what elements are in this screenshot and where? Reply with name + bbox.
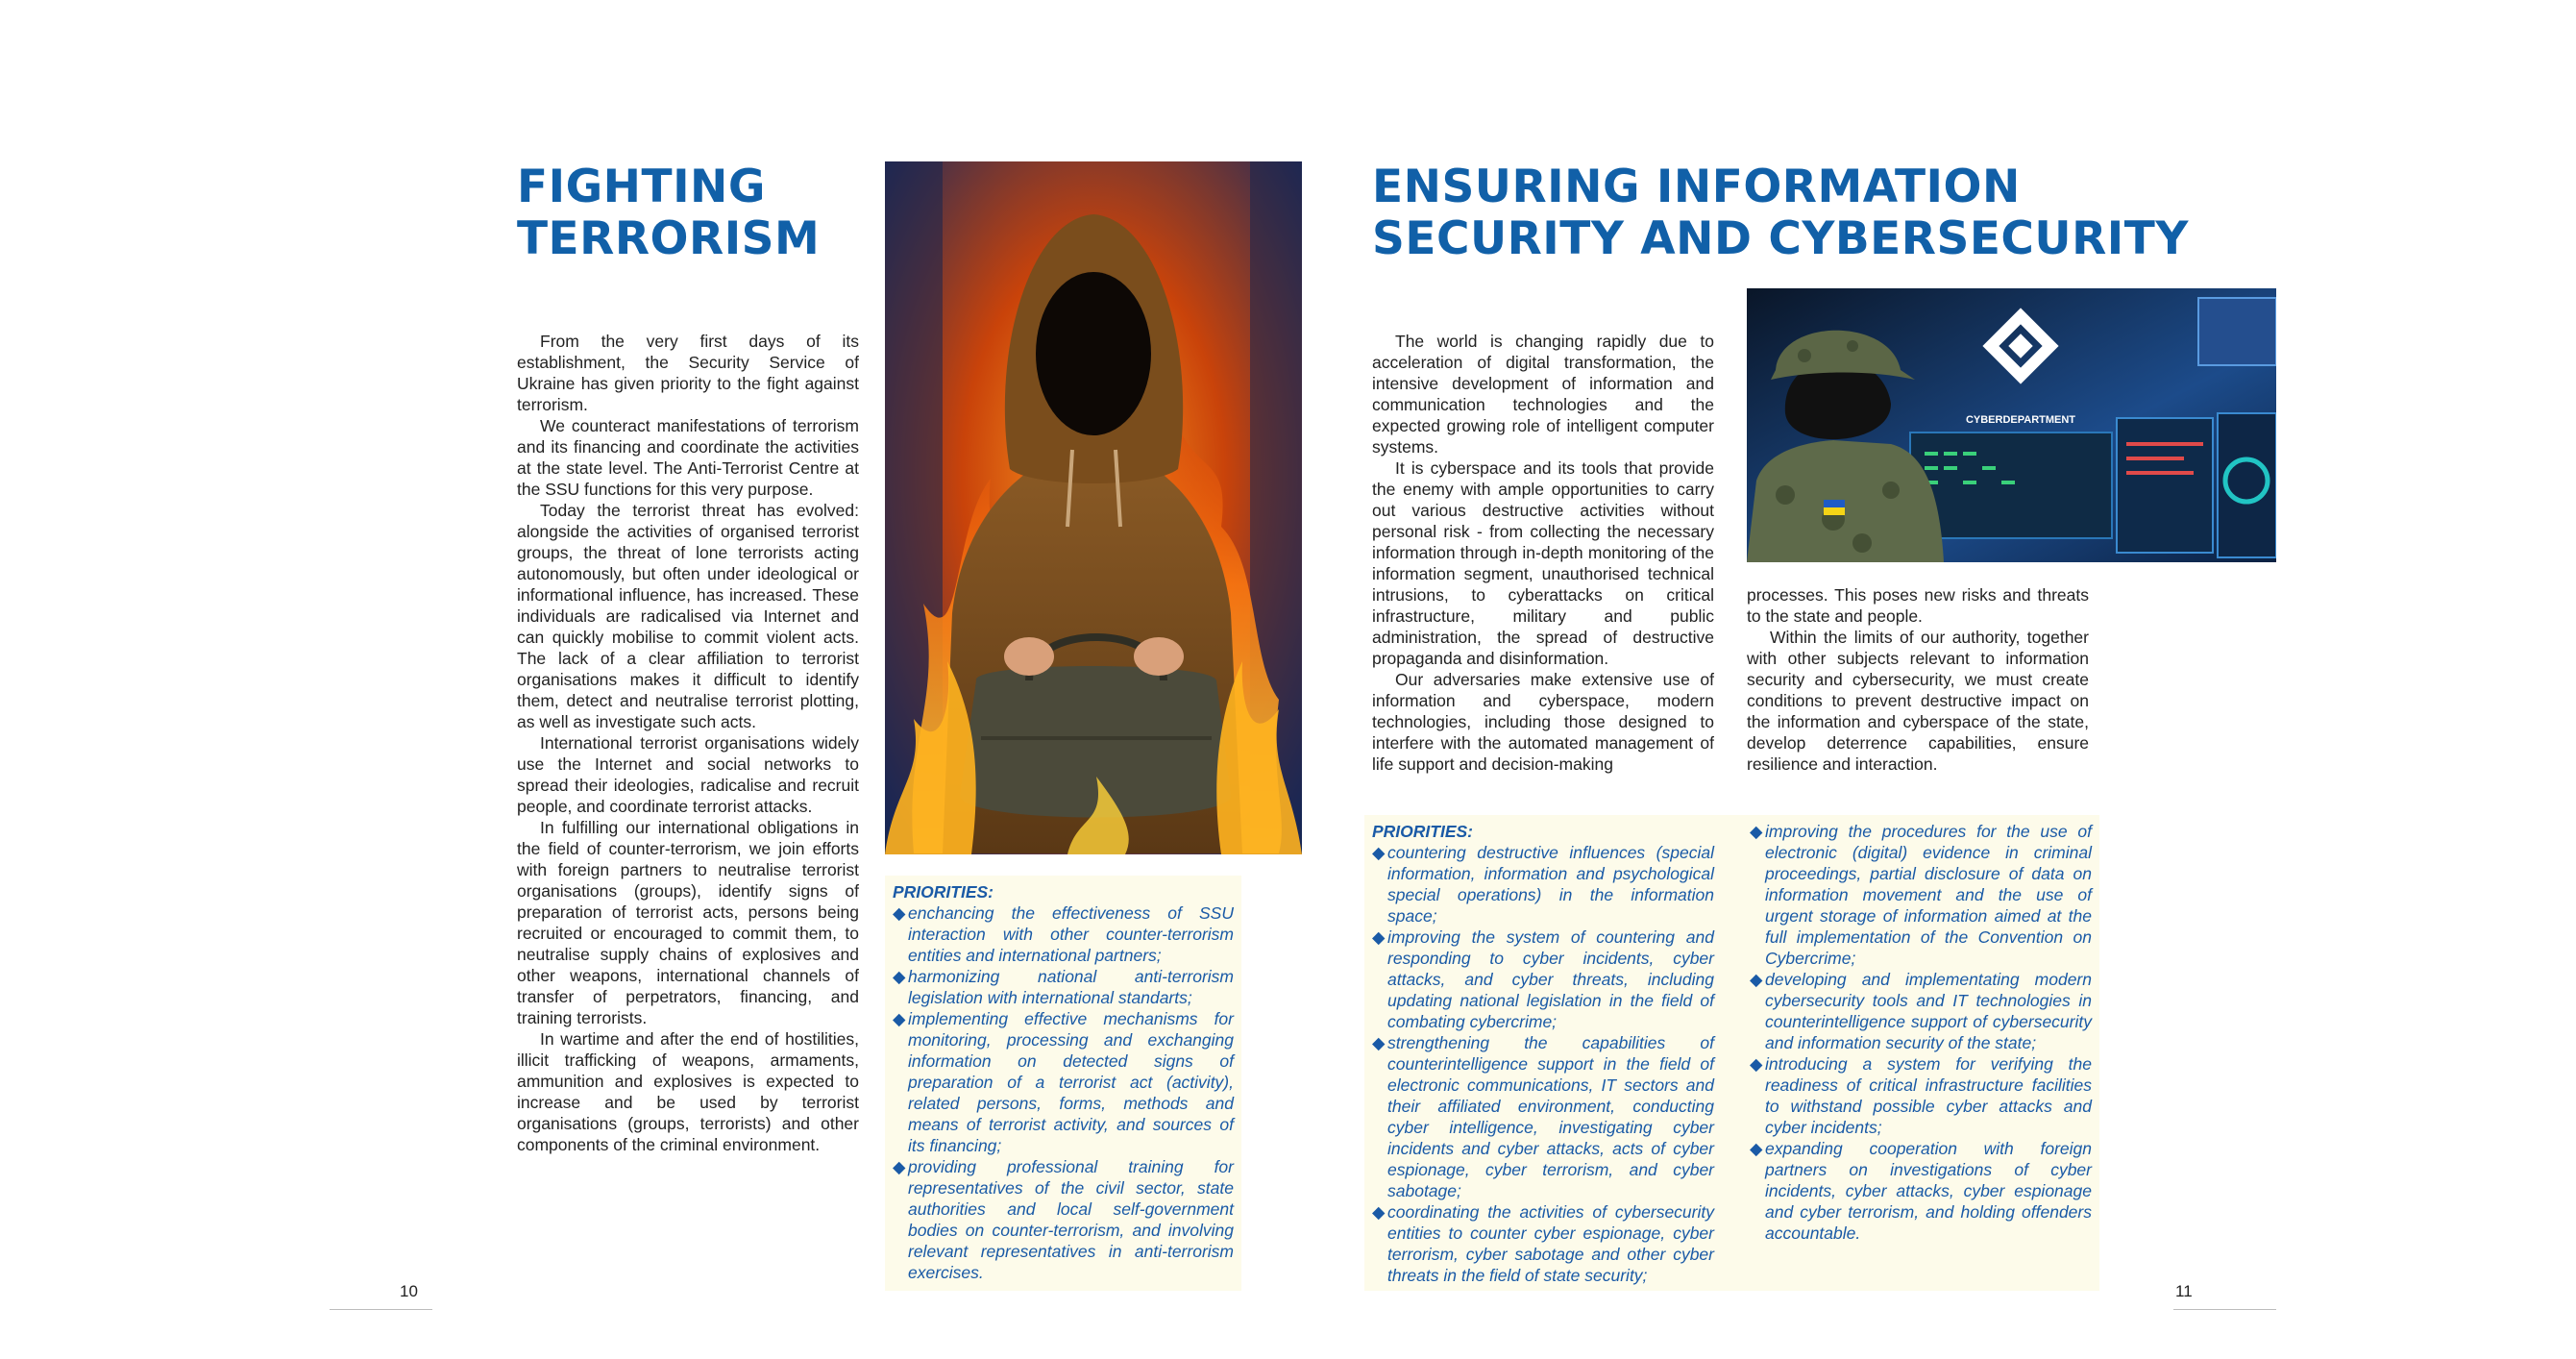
priorities-list-col2 — [1750, 821, 2092, 1286]
paragraph: Within the limits of our authority, together with other subjects relevant to information security and cybersecurity, we must create conditions to prevent destructive impact on the information and cyberspace of the state, develop deterrence capabilities, ensure resilience and interaction. — [1747, 628, 2089, 774]
cyber-body-text-col2 — [1747, 584, 2089, 775]
diamond-bullet-icon: ◆ — [1750, 1139, 1763, 1158]
diamond-bullet-icon: ◆ — [1372, 1033, 1386, 1052]
paragraph: In fulfilling our international obligations in the field of counter-terrorism, we join efforts with foreign partners to neutralise terrorist organisations (groups), identify signs of preparation of terrorist acts, persons being recruited or encouraged to commit them, to neutralise supply chains of explosives and other weapons, international channels of transfer of perpetrators, financing, and training terrorists. — [517, 818, 859, 1027]
priorities-heading: PRIORITIES: — [1372, 822, 1474, 841]
diamond-bullet-icon: ◆ — [1750, 970, 1763, 989]
diamond-bullet-icon: ◆ — [1750, 1054, 1763, 1074]
diamond-bullet-icon: ◆ — [893, 967, 906, 986]
paragraph: The world is changing rapidly due to acceleration of digital transformation, the intensive development of information and communication technologies and the expected growing role of intelligent computer systems. — [1372, 332, 1714, 457]
diamond-bullet-icon: ◆ — [1750, 822, 1763, 841]
diamond-bullet-icon: ◆ — [893, 1157, 906, 1176]
diamond-bullet-icon: ◆ — [1372, 927, 1386, 947]
title-line-1: FIGHTING — [517, 161, 766, 213]
page-number-right: 11 — [2175, 1282, 2193, 1300]
priority-item: ◆ providing professional training for representatives of the civil sector, state authorities and local self-government bodies on counter-terrorism, and involving relevant representatives in anti-terrorism exercises. — [893, 1157, 1234, 1282]
diamond-bullet-icon: ◆ — [1372, 1202, 1386, 1222]
photo-sign-text: CYBERDEPARTMENT — [1965, 414, 2076, 426]
page-number-left: 10 — [400, 1282, 418, 1300]
priorities-list-col1 — [1372, 842, 1714, 1286]
diamond-bullet-icon: ◆ — [1372, 843, 1386, 862]
priority-item: ◆ introducing a system for verifying the readiness of critical infrastructure facilities to withstand possible cyber attacks and cyber incidents; — [1750, 1054, 2092, 1137]
priority-item: ◆ expanding cooperation with foreign partners on investigations of cyber incidents, cyber attacks, cyber espionage and cyber terrorism, and holding offenders accountable. — [1750, 1139, 2092, 1243]
paragraph: Today the terrorist threat has evolved: alongside the activities of organised terrorist groups, the threat of lone terrorists acting autonomously, but often under ideological or informational influence, has increased. These individuals are radicalised via Internet and can quickly mobilise to commit violent acts. The lack of a clear affiliation to terrorist organisations makes it difficult to identify them, detect and neutralise terrorist plotting, as well as investigate such acts. — [517, 501, 859, 731]
cyber-priorities-box — [1364, 815, 2099, 1291]
priority-item: ◆ strengthening the capabilities of counterintelligence support in the field of electronic communications, IT sectors and their affiliated environment, conducting cyber intelligence, investigating cyber incidents and cyber attacks, acts of cyber espionage, cyber terrorism, and cyber sabotage; — [1372, 1033, 1714, 1200]
diamond-bullet-icon: ◆ — [893, 903, 906, 923]
title-line-1: ENSURING INFORMATION — [1372, 161, 2021, 213]
title-line-2: SECURITY AND CYBERSECURITY — [1372, 212, 2189, 265]
priority-item: ◆ implementing effective mechanisms for monitoring, processing and exchanging information on detected signs of preparation of a terrorist act (activity), related persons, forms, methods and means of terrorist activity, and sources of its financing; — [893, 1009, 1234, 1155]
diamond-bullet-icon: ◆ — [893, 1009, 906, 1028]
priority-item: ◆ enchancing the effectiveness of SSU interaction with other counter-terrorism entities and international partners; — [893, 903, 1234, 965]
paragraph: Our adversaries make extensive use of information and cyberspace, modern technologies, including those designed to interfere with the automated management of life support and decision-making — [1372, 670, 1714, 774]
priority-item: ◆ improving the system of countering and responding to cyber incidents, cyber attacks, and cyber threats, including updating national legislation in the field of combating cybercrime; — [1372, 927, 1714, 1031]
priorities-heading: PRIORITIES: — [893, 882, 994, 902]
terrorism-body-text — [517, 331, 859, 1155]
page-title-cybersecurity — [1372, 161, 2189, 265]
footer-rule-left — [330, 1309, 432, 1310]
paragraph: International terrorist organisations widely use the Internet and social networks to spread their ideologies, radicalise and recruit people, and coordinate terrorist attacks. — [517, 733, 859, 816]
page-title-terrorism — [517, 161, 820, 265]
footer-rule-right — [2173, 1309, 2276, 1310]
paragraph: From the very first days of its establishment, the Security Service of Ukraine has given priority to the fight against terrorism. — [517, 332, 859, 414]
priority-item: ◆ developing and implementating modern cybersecurity tools and IT technologies in counterintelligence support of cybersecurity and information security of the state; — [1750, 970, 2092, 1052]
hooded-figure-photo — [885, 161, 1302, 854]
paragraph: In wartime and after the end of hostilities, illicit trafficking of weapons, armaments, ammunition and explosives is expected to increase and be used by terrorist organisations (groups, terrorists) and other components of the criminal environment. — [517, 1029, 859, 1154]
title-line-2: TERRORISM — [517, 212, 821, 265]
cyber-soldier-illustration — [1747, 288, 2276, 562]
paragraph: We counteract manifestations of terrorism and its financing and coordinate the activities at the state level. The Anti-Terrorist Centre at the SSU functions for this very purpose. — [517, 416, 859, 499]
cyber-body-text-col1 — [1372, 331, 1714, 775]
paragraph: It is cyberspace and its tools that provide the enemy with ample opportunities to carry out various destructive activities without personal risk - from collecting the necessary information through in-depth monitoring of the information segment, unauthorised technical intrusions, to cyberattacks on critical infrastructure, military and public administration, the spread of destructive propaganda and disinformation. — [1372, 458, 1714, 668]
hooded-figure-illustration — [885, 161, 1302, 854]
priority-item: ◆ harmonizing national anti-terrorism legislation with international standarts; — [893, 967, 1234, 1007]
cyber-soldier-photo — [1747, 288, 2276, 562]
paragraph-continuation: processes. This poses new risks and threats to the state and people. — [1747, 585, 2089, 626]
priority-item: ◆ countering destructive influences (special information, information and psychological special operations) in the information space; — [1372, 843, 1714, 926]
terrorism-priorities-box — [885, 876, 1241, 1291]
priority-item: ◆ coordinating the activities of cybersecurity entities to counter cyber espionage, cyber terrorism, cyber sabotage and other cyber threats in the field of state security; — [1372, 1202, 1714, 1285]
priorities-list — [893, 902, 1234, 1283]
priority-item: ◆ improving the procedures for the use of electronic (digital) evidence in criminal proceedings, partial disclosure of data on information movement and the use of urgent storage of information aimed at the full implementation of the Convention on Cybercrime; — [1750, 822, 2092, 968]
